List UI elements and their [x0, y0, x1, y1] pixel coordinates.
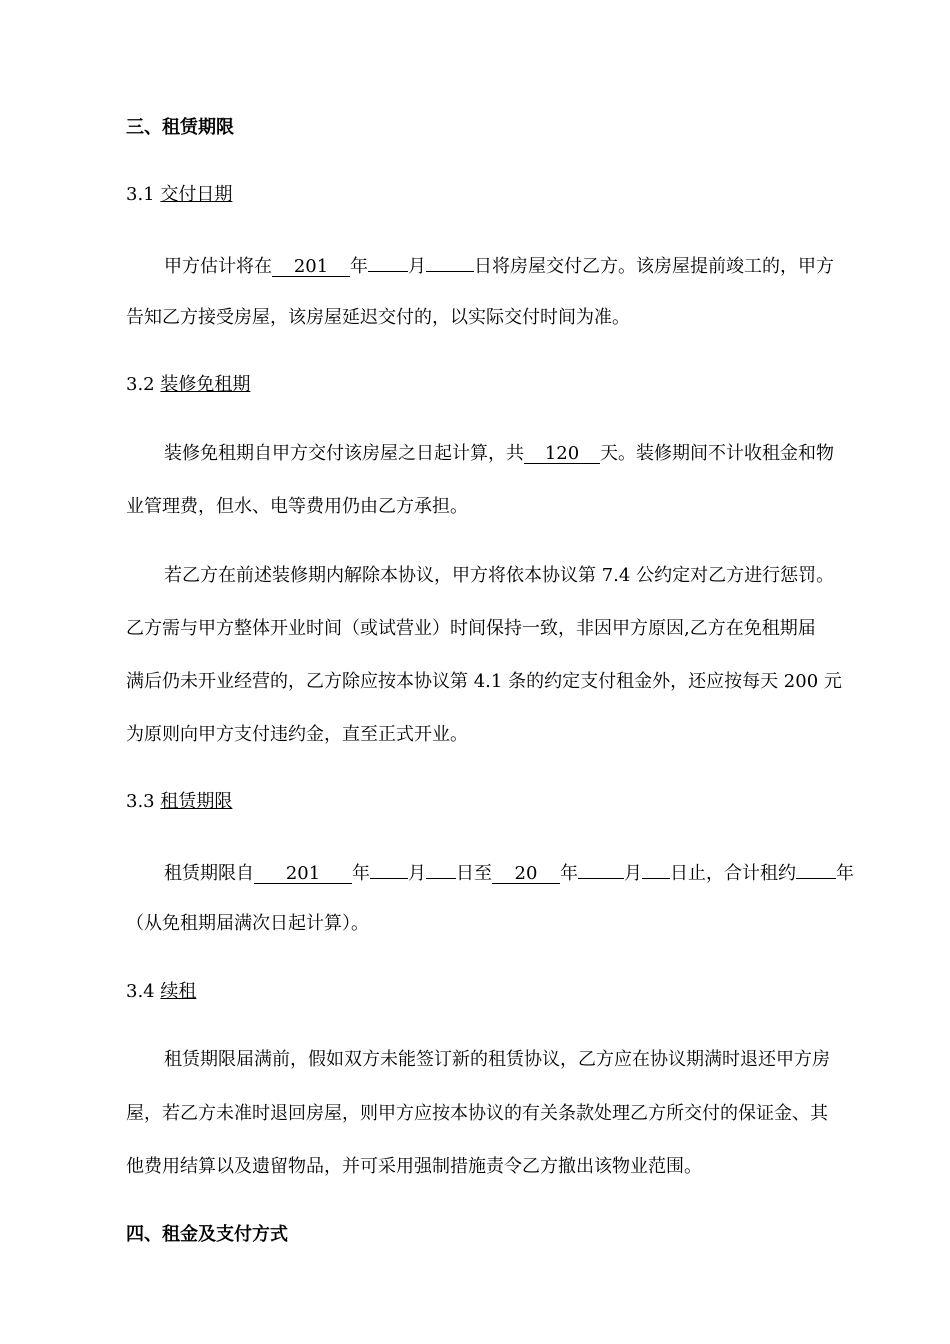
clause-3-2-paragraph-2-line-2: 乙方需与甲方整体开业时间（或试营业）时间保持一致，非因甲方原因,乙方在免租期届 [126, 618, 816, 639]
clause-title: 续租 [160, 981, 197, 1002]
clause-number: 3.3 [126, 791, 155, 812]
lease-end-day-field [642, 859, 670, 879]
lease-start-year-field: 201 [254, 864, 352, 884]
clause-3-2-paragraph-2-line-4: 为原则向甲方支付违约金，直至正式开业。 [126, 724, 468, 745]
clause-3-4-paragraph-line-3: 他费用结算以及遗留物品，并可采用强制措施责令乙方撤出该物业范围。 [126, 1156, 702, 1177]
lease-start-month-field [370, 859, 408, 879]
delivery-month-field [368, 252, 408, 272]
clause-3-1-header [126, 183, 232, 207]
clause-3-1-paragraph-line-1: 甲方估计将在 201 年 月 日将房屋交付乙方。该房屋提前竣工的，甲方 [164, 252, 834, 279]
clause-3-2-paragraph-2-line-3: 满后仍未开业经营的，乙方除应按本协议第 4.1 条的约定支付租金外，还应按每天 200 元 [126, 671, 842, 692]
clause-3-2-paragraph-1-line-1: 装修免租期自甲方交付该房屋之日起计算，共 120 天。装修期间不计收租金和物 [164, 443, 834, 464]
clause-3-3-header [126, 790, 232, 814]
clause-number: 3.4 [126, 981, 155, 1002]
clause-3-2-paragraph-2-line-1: 若乙方在前述装修期内解除本协议，甲方将依本协议第 7.4 公约定对乙方进行惩罚。 [164, 565, 835, 586]
clause-3-1-paragraph-line-2: 告知乙方接受房屋，该房屋延迟交付的，以实际交付时间为准。 [126, 307, 630, 328]
clause-3-2-header [126, 373, 250, 397]
lease-start-day-field [426, 859, 456, 879]
delivery-year-field: 201 [272, 257, 350, 277]
clause-3-4-paragraph-line-2: 屋，若乙方未准时退回房屋，则甲方应按本协议的有关条款处理乙方所交付的保证金、其 [126, 1103, 828, 1124]
clause-title: 租赁期限 [160, 791, 233, 812]
clause-3-3-paragraph-line-2: （从免租期届满次日起计算）。 [126, 913, 369, 934]
clause-3-3-paragraph-line-1: 租赁期限自 201 年 月 日至 20 年 月 日止，合计租约 年 [164, 859, 854, 886]
clause-3-2-paragraph-1-line-2: 业管理费，但水、电等费用仍由乙方承担。 [126, 496, 468, 517]
section-3-heading: 三、租赁期限 [126, 117, 234, 138]
clause-title: 装修免租期 [160, 374, 251, 395]
delivery-day-field [426, 252, 474, 272]
rent-free-days-field: 120 [524, 444, 600, 464]
lease-end-year-field: 20 [492, 864, 560, 884]
clause-title: 交付日期 [160, 184, 233, 205]
lease-end-month-field [578, 859, 624, 879]
clause-number: 3.1 [126, 184, 155, 205]
clause-3-4-paragraph-line-1: 租赁期限届满前，假如双方未能签订新的租赁协议，乙方应在协议期满时退还甲方房 [164, 1049, 830, 1070]
clause-3-4-header [126, 980, 196, 1004]
section-4-heading: 四、租金及支付方式 [126, 1224, 288, 1245]
clause-number: 3.2 [126, 374, 155, 395]
lease-total-years-field [796, 859, 836, 879]
